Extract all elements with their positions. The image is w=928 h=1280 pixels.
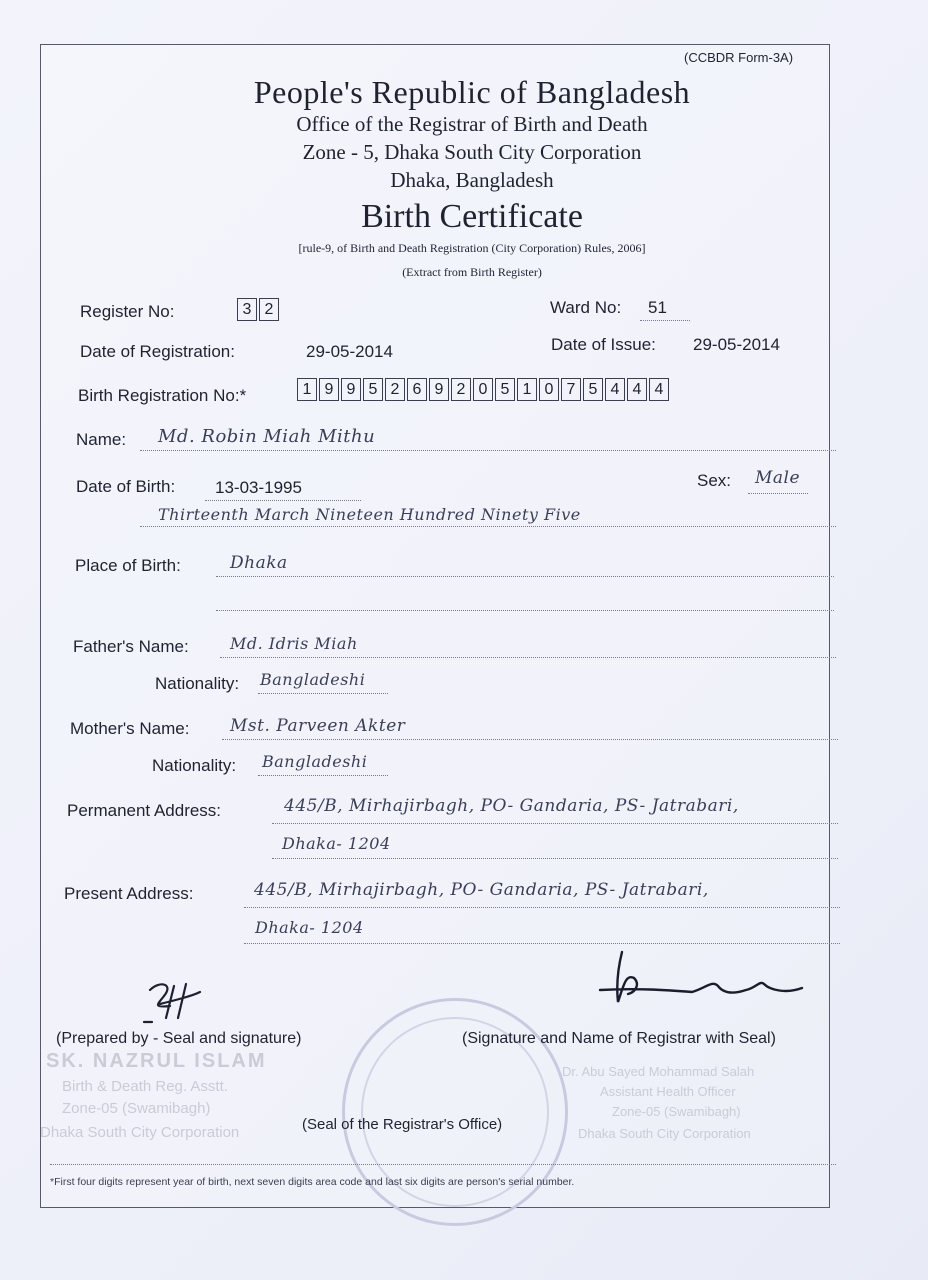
mother-name-dots	[222, 739, 838, 740]
seal-office-caption: (Seal of the Registrar's Office)	[302, 1116, 503, 1133]
permanent-address-dots	[272, 823, 838, 824]
right-stamp-line2: Zone-05 (Swamibagh)	[612, 1104, 741, 1119]
name-dots	[140, 450, 836, 451]
birth-reg-digit: 6	[407, 378, 427, 401]
dob-in-words: Thirteenth March Nineteen Hundred Ninety Five	[158, 505, 581, 524]
permanent-address-line2: Dhaka- 1204	[282, 834, 391, 853]
document-title: Birth Certificate	[361, 198, 583, 235]
footnote: *First four digits represent year of birth, next seven digits area code and last six digits are person's serial number.	[50, 1176, 575, 1188]
dob-words-dots	[140, 526, 836, 527]
birth-reg-digit: 2	[385, 378, 405, 401]
birth-reg-digit: 4	[649, 378, 669, 401]
left-stamp-line1: Birth & Death Reg. Asstt.	[62, 1078, 228, 1095]
office-heading: Office of the Registrar of Birth and Death	[296, 112, 648, 136]
father-name-label: Father's Name:	[73, 637, 189, 656]
birth-reg-no-label: Birth Registration No:*	[78, 386, 247, 405]
left-stamp-name: SK. NAZRUL ISLAM	[46, 1050, 267, 1072]
father-name-dots	[220, 657, 836, 658]
birth-reg-digit: 2	[451, 378, 471, 401]
mother-name-label: Mother's Name:	[70, 719, 190, 738]
present-address-dots	[244, 907, 840, 908]
prepared-by-caption: (Prepared by - Seal and signature)	[56, 1030, 302, 1047]
ward-no-value: 51	[648, 298, 667, 317]
rule-reference: [rule-9, of Birth and Death Registration (City Corporation) Rules, 2006]	[298, 241, 646, 255]
register-digit: 3	[237, 298, 257, 321]
birth-reg-no-boxes	[297, 378, 671, 401]
right-stamp-line3: Dhaka South City Corporation	[578, 1126, 751, 1141]
city-heading: Dhaka, Bangladesh	[390, 168, 554, 192]
preparer-signature	[140, 978, 210, 1030]
name-label: Name:	[76, 430, 127, 449]
dob-dots	[205, 500, 361, 501]
mother-nationality-value: Bangladeshi	[262, 752, 368, 771]
left-stamp-line3: Dhaka South City Corporation	[40, 1124, 240, 1141]
present-address-label: Present Address:	[64, 884, 194, 903]
place-of-birth-value: Dhaka	[230, 553, 288, 573]
name-value: Md. Robin Miah Mithu	[158, 426, 376, 447]
permanent-address-dots-2	[272, 858, 838, 859]
present-address-line1: 445/B, Mirhajirbagh, PO- Gandaria, PS- Jatrabari,	[254, 880, 709, 900]
registrar-signature	[596, 944, 806, 1010]
birth-reg-digit: 1	[297, 378, 317, 401]
sex-label: Sex:	[697, 471, 732, 490]
date-of-issue-value: 29-05-2014	[693, 335, 780, 354]
date-of-registration-value: 29-05-2014	[306, 342, 393, 361]
birth-reg-digit: 0	[473, 378, 493, 401]
birth-reg-digit: 0	[539, 378, 559, 401]
place-of-birth-label: Place of Birth:	[75, 556, 181, 575]
register-digit: 2	[259, 298, 279, 321]
register-no-boxes	[237, 298, 281, 321]
place-of-birth-dots	[216, 576, 834, 577]
father-nationality-value: Bangladeshi	[260, 670, 366, 689]
mother-name-value: Mst. Parveen Akter	[230, 716, 406, 736]
permanent-address-label: Permanent Address:	[67, 801, 222, 820]
mother-nationality-label: Nationality:	[152, 756, 237, 775]
birth-reg-digit: 9	[341, 378, 361, 401]
registrar-caption: (Signature and Name of Registrar with Seal)	[462, 1030, 776, 1047]
mother-nationality-dots	[258, 775, 388, 776]
register-no-label: Register No:	[80, 302, 175, 321]
ward-no-label: Ward No:	[550, 298, 622, 317]
birth-reg-digit: 4	[627, 378, 647, 401]
place-of-birth-dots-2	[216, 610, 834, 611]
birth-reg-digit: 9	[429, 378, 449, 401]
extract-note: (Extract from Birth Register)	[402, 265, 542, 279]
birth-reg-digit: 1	[517, 378, 537, 401]
form-code: (CCBDR Form-3A)	[684, 50, 794, 65]
right-stamp-line1: Assistant Health Officer	[600, 1084, 736, 1099]
birth-reg-digit: 5	[583, 378, 603, 401]
permanent-address-line1: 445/B, Mirhajirbagh, PO- Gandaria, PS- Jatrabari,	[284, 796, 739, 816]
dob-value: 13-03-1995	[215, 478, 302, 497]
zone-heading: Zone - 5, Dhaka South City Corporation	[302, 140, 642, 164]
birth-reg-digit: 7	[561, 378, 581, 401]
date-of-registration-label: Date of Registration:	[80, 342, 235, 361]
birth-reg-digit: 4	[605, 378, 625, 401]
left-stamp-line2: Zone-05 (Swamibagh)	[62, 1100, 211, 1117]
right-stamp-name: Dr. Abu Sayed Mohammad Salah	[562, 1064, 755, 1079]
father-nationality-label: Nationality:	[155, 674, 240, 693]
ward-no-dots	[640, 320, 690, 321]
birth-reg-digit: 5	[363, 378, 383, 401]
date-of-issue-label: Date of Issue:	[551, 335, 656, 354]
dob-label: Date of Birth:	[76, 477, 176, 496]
father-name-value: Md. Idris Miah	[230, 634, 358, 653]
birth-reg-digit: 9	[319, 378, 339, 401]
birth-reg-digit: 5	[495, 378, 515, 401]
present-address-line2: Dhaka- 1204	[255, 918, 364, 937]
country-heading: People's Republic of Bangladesh	[253, 74, 691, 110]
sex-value: Male	[755, 468, 801, 488]
father-nationality-dots	[258, 693, 388, 694]
sex-dots	[748, 493, 808, 494]
footer-dots	[50, 1164, 836, 1165]
